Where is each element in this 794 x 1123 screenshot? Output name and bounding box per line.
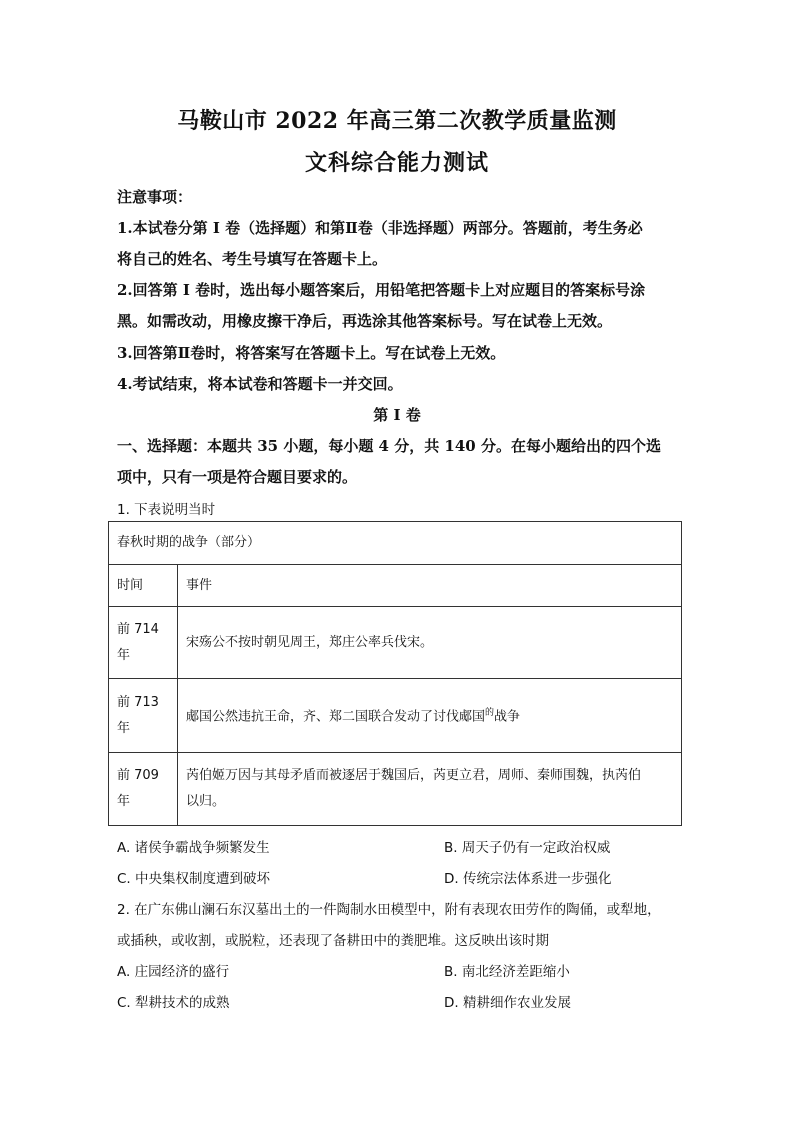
- table-row: [109, 607, 682, 679]
- notes-line-5: 3.回答第Ⅱ卷时，将答案写在答题卡上。写在试卷上无效。: [117, 344, 506, 362]
- row-time: [109, 753, 178, 826]
- row-time: [109, 607, 178, 679]
- notes-line-4: 黑。如需改动，用橡皮擦干净后，再选涂其他答案标号。写在试卷上无效。: [117, 312, 613, 330]
- notes-heading: 注意事项：: [117, 188, 193, 206]
- q2-option-d[interactable]: D. 精耕细作农业发展: [444, 995, 571, 1011]
- q1-option-b[interactable]: B. 周天子仍有一定政治权威: [444, 840, 611, 856]
- time-year: 前 714: [117, 621, 159, 637]
- table-row: [109, 753, 682, 826]
- event-line: 以归。: [186, 794, 226, 809]
- time-unit: 年: [117, 794, 131, 809]
- question-1-stem: 1. 下表说明当时: [117, 502, 216, 518]
- q1-option-c[interactable]: C. 中央集权制度遭到破坏: [117, 871, 271, 887]
- table-header-row: [109, 565, 682, 607]
- row-time: [109, 679, 178, 753]
- q2-option-b[interactable]: B. 南北经济差距缩小: [444, 964, 570, 980]
- instruction-line-1: 一、选择题：本题共 35 小题，每小题 4 分，共 140 分。在每小题给出的四个选: [117, 437, 661, 455]
- q1-option-a[interactable]: A. 诸侯争霸战争频繁发生: [117, 840, 270, 856]
- exam-subtitle: 文科综合能力测试: [304, 150, 489, 176]
- question-2-stem-line-2: 或插秧，或收割，或脱粒，还表现了备耕田中的粪肥堆。这反映出该时期: [117, 933, 549, 949]
- section-heading: 第 I 卷: [373, 406, 421, 424]
- notes-line-2: 将自己的姓名、考生号填写在答题卡上。: [117, 250, 388, 268]
- event-text-end: 战争: [494, 709, 521, 725]
- war-table: [108, 521, 682, 826]
- header-event: 事件: [178, 565, 682, 607]
- table-row: [109, 679, 682, 753]
- table-caption-row: [109, 522, 682, 565]
- question-2-stem-line-1: 2. 在广东佛山澜石东汉墓出土的一件陶制水田模型中，附有表现农田劳作的陶俑，或犁地，: [117, 902, 661, 918]
- time-unit: 年: [117, 647, 131, 663]
- event-text: 郕国公然违抗王命，齐、郑二国联合发动了讨伐郕国: [186, 709, 486, 725]
- event-line: 芮伯姬万因与其母矛盾而被逐居于魏国后，芮更立君，周师、秦师围魏，执芮伯: [186, 768, 642, 783]
- row-event: [178, 753, 682, 826]
- notes-line-6: 4.考试结束，将本试卷和答题卡一并交回。: [117, 375, 403, 393]
- table-caption: 春秋时期的战争（部分）: [109, 522, 682, 565]
- time-unit: 年: [117, 720, 131, 736]
- exam-title: 马鞍山市 2022 年高三第二次教学质量监测: [177, 108, 617, 134]
- row-event: 宋殇公不按时朝见周王，郑庄公率兵伐宋。: [178, 607, 682, 679]
- time-year: 前 713: [117, 694, 159, 710]
- notes-line-1: 1.本试卷分第 I 卷（选择题）和第Ⅱ卷（非选择题）两部分。答题前，考生务必: [117, 219, 643, 237]
- time-year: 前 709: [117, 768, 159, 783]
- notes-line-3: 2.回答第 I 卷时，选出每小题答案后，用铅笔把答题卡上对应题目的答案标号涂: [117, 281, 646, 299]
- header-time: 时间: [109, 565, 178, 607]
- q2-option-a[interactable]: A. 庄园经济的盛行: [117, 964, 230, 980]
- row-event: [178, 679, 682, 753]
- q1-option-d[interactable]: D. 传统宗法体系进一步强化: [444, 871, 612, 887]
- event-superscript: 的: [485, 708, 495, 719]
- q2-option-c[interactable]: C. 犁耕技术的成熟: [117, 995, 230, 1011]
- instruction-line-2: 项中，只有一项是符合题目要求的。: [117, 468, 358, 486]
